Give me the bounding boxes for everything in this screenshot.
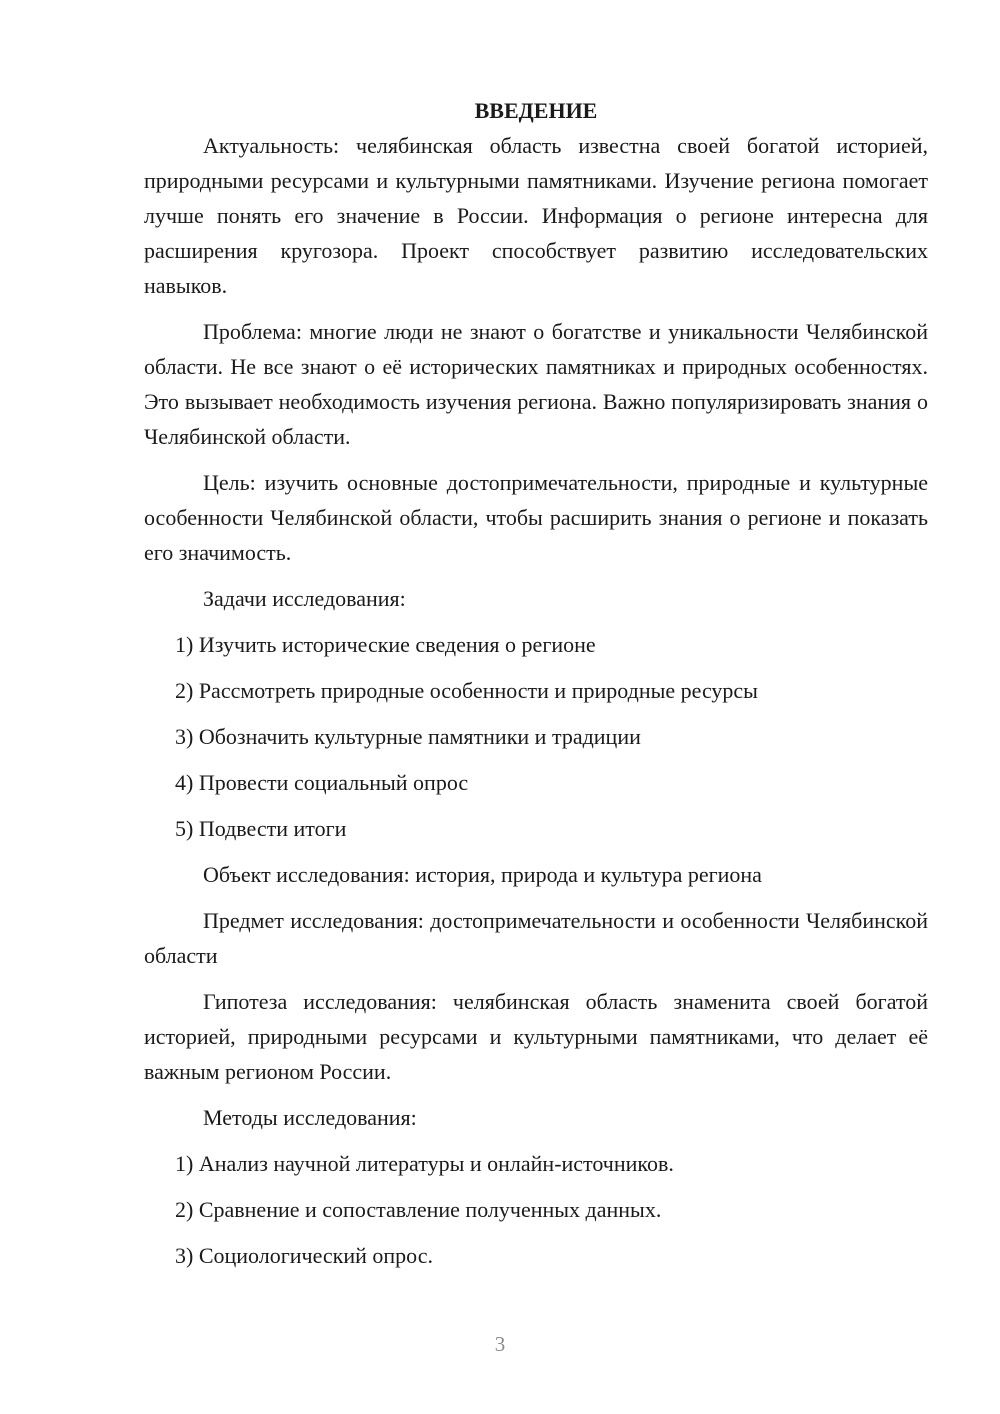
task-item: 1) Изучить исторические сведения о регионе [175,632,596,657]
task-item: 5) Подвести итоги [175,816,347,841]
methods-heading: Методы исследования: [203,1105,417,1130]
problem-paragraph: Проблема: многие люди не знают о богатстве и уникальности Челябинской области. Не все знают о её исторических памятниках и природных особенностях. Это вызывает необходимость изучения региона. Важно популяризировать знания о Челябинской области. [144,319,928,449]
methods-list [144,1146,928,1273]
task-item: 4) Провести социальный опрос [175,770,469,795]
method-item: 3) Социологический опрос. [175,1243,433,1268]
task-item: 2) Рассмотреть природные особенности и природные ресурсы [175,678,758,703]
hypothesis-paragraph: Гипотеза исследования: челябинская область знаменита своей богатой историей, природными ресурсами и культурными памятниками, что делает её важным регионом России. [144,989,928,1084]
method-item: 2) Сравнение и сопоставление полученных данных. [175,1197,662,1222]
relevance-paragraph: Актуальность: челябинская область известна своей богатой историей, природными ресурсами и культурными памятниками. Изучение региона помогает лучше понять его значение в России. Информация о регионе интересна для расширения кругозора. Проект способствует развитию исследовательских навыков. [144,133,928,298]
section-title: ВВЕДЕНИЕ [474,98,598,123]
goal-paragraph: Цель: изучить основные достопримечательности, природные и культурные особенности Челябинской области, чтобы расширить знания о регионе и показать его значимость. [144,470,928,565]
document-body [144,93,928,1273]
object-paragraph: Объект исследования: история, природа и культура региона [203,862,762,887]
page-number: 3 [494,1332,506,1356]
task-item: 3) Обозначить культурные памятники и традиции [175,724,641,749]
tasks-list [144,627,928,846]
method-item: 1) Анализ научной литературы и онлайн-источников. [175,1151,674,1176]
subject-paragraph: Предмет исследования: достопримечательности и особенности Челябинской области [144,908,928,968]
tasks-heading: Задачи исследования: [203,586,406,611]
